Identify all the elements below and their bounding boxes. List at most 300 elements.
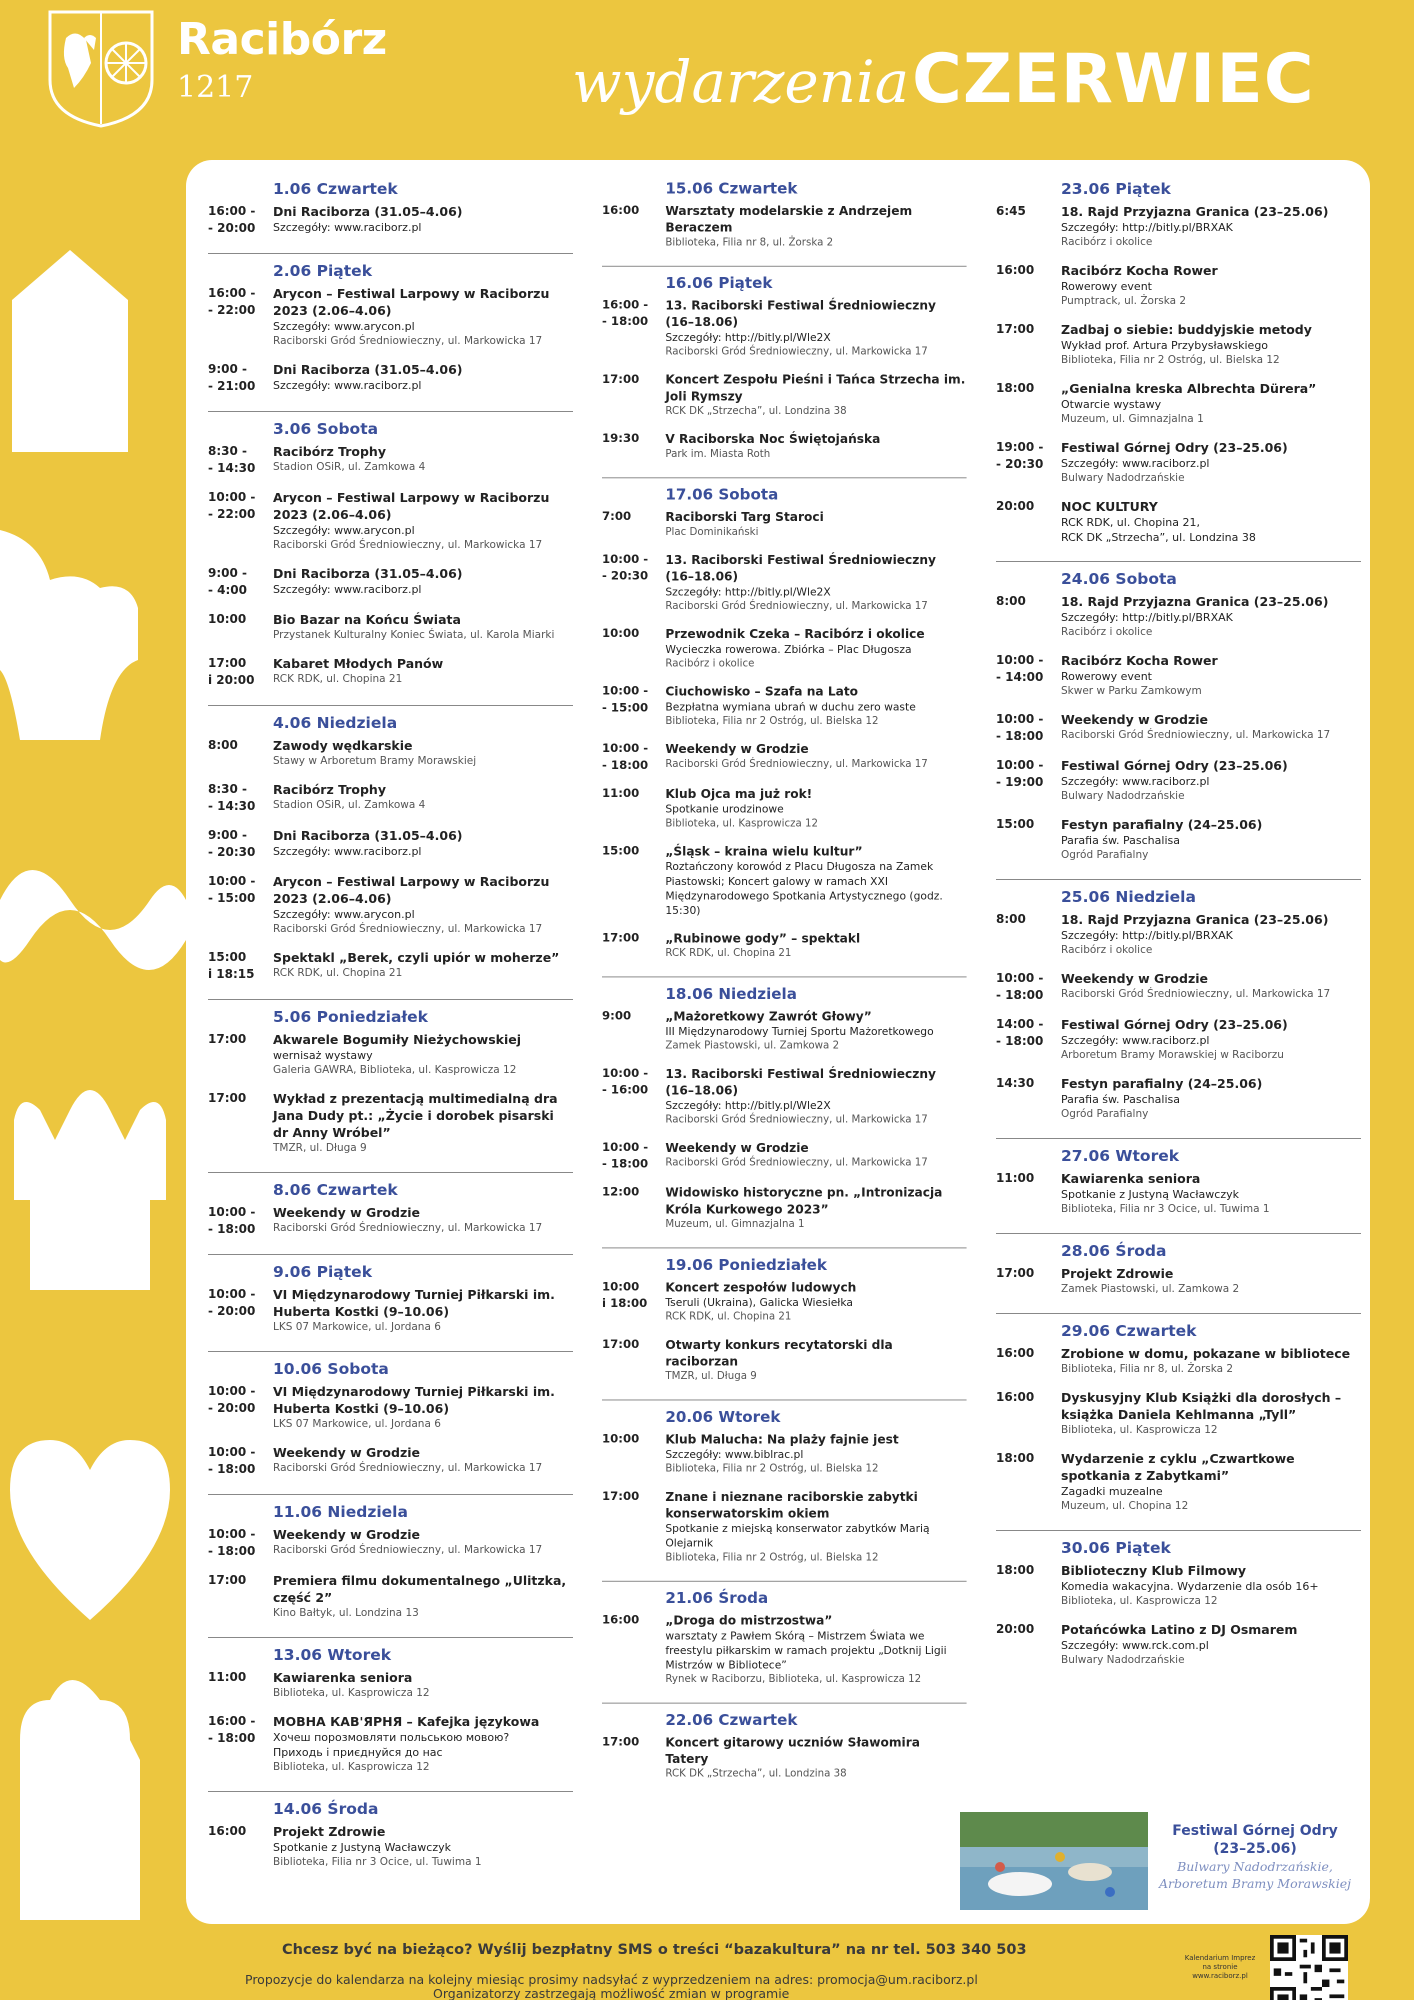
- event-title: Kabaret Młodych Panów: [273, 656, 444, 671]
- event-location: Racibórz i okolice: [665, 657, 755, 670]
- event-body: [1061, 498, 1361, 545]
- festival-photo: [960, 1812, 1148, 1910]
- event-title: Dni Raciborza (31.05–4.06): [273, 362, 463, 377]
- event-location: Bulwary Nadodrzańskie: [1061, 472, 1185, 484]
- event-title: „Genialna kreska Albrechta Dürera”: [1061, 381, 1317, 396]
- day-heading: 11.06 Niedziela: [273, 1503, 408, 1521]
- event-title: Arycon – Festiwal Larpowy w Raciborzu 2023 (2.06–4.06): [273, 874, 550, 906]
- event-body: [1061, 262, 1361, 309]
- event-time: 17:00: [996, 322, 1035, 336]
- event-title: VI Międzynarodowy Turniej Piłkarski im. Huberta Kostki (9–10.06): [273, 1384, 555, 1416]
- event-title: Kawiarenka seniora: [1061, 1171, 1201, 1186]
- day-section: [602, 486, 967, 977]
- event-row: [602, 551, 967, 613]
- event-time: 10:00 - - 14:00: [996, 653, 1044, 684]
- event-body: [1061, 1389, 1361, 1438]
- event-title: Weekendy w Grodzie: [1061, 712, 1208, 727]
- event-location: Biblioteka, ul. Kasprowicza 12: [665, 817, 818, 830]
- event-row: [208, 737, 573, 769]
- event-title: Premiera filmu dokumentalnego „Ulitzka, część 2”: [273, 1573, 567, 1605]
- event-time: 16:00 - - 20:00: [208, 204, 256, 235]
- event-location: Muzeum, ul. Gimnazjalna 1: [665, 1218, 805, 1230]
- event-details: RCK RDK, ul. Chopina 21, RCK DK „Strzecha”, ul. Londzina 38: [1061, 516, 1256, 544]
- event-time: 9:00 - - 21:00: [208, 362, 256, 393]
- day-heading: 30.06 Piątek: [1061, 1539, 1171, 1557]
- events-column-2: [602, 180, 967, 1805]
- event-body: [665, 843, 967, 918]
- event-title: Festyn parafialny (24–25.06): [1061, 817, 1263, 832]
- day-heading: 1.06 Czwartek: [273, 180, 398, 198]
- qr-caption: Kalendarium Imprez na stronie www.raciborz.pl: [1184, 1954, 1256, 1980]
- day-section: [602, 985, 967, 1248]
- event-time: 17:00: [602, 930, 640, 945]
- day-heading: 4.06 Niedziela: [273, 714, 398, 732]
- day-section: [208, 1503, 573, 1638]
- event-title: Koncert zespołów ludowych: [665, 1279, 857, 1295]
- event-time: 18:00: [996, 381, 1035, 395]
- event-title: Dyskusyjny Klub Książki dla dorosłych – książka Daniela Kehlmanna „Tyll”: [1061, 1390, 1342, 1422]
- event-row: [996, 593, 1361, 640]
- event-title: Weekendy w Grodzie: [1061, 971, 1208, 986]
- event-title: 13. Raciborski Festiwal Średniowieczny (16–18.06): [665, 297, 936, 330]
- event-title: Racibórz Trophy: [273, 782, 386, 797]
- event-row: [208, 203, 573, 237]
- event-row: [602, 1488, 967, 1565]
- event-body: [273, 1031, 573, 1078]
- event-time: 10:00 - - 18:00: [208, 1445, 256, 1476]
- event-details: Zagadki muzealne: [1061, 1485, 1163, 1498]
- event-body: [665, 1139, 967, 1172]
- event-time: 20:00: [996, 499, 1035, 513]
- event-details: Szczegóły: www.raciborz.pl: [273, 583, 422, 596]
- event-location: Biblioteka, ul. Kasprowicza 12: [1061, 1595, 1218, 1607]
- event-details: wernisaż wystawy: [273, 1049, 373, 1062]
- event-time: 16:00: [208, 1824, 247, 1838]
- event-details: Parafia św. Paschalisa: [1061, 1093, 1180, 1106]
- event-time: 8:00: [208, 738, 238, 752]
- event-location: RCK DK „Strzecha”, ul. Londzina 38: [665, 405, 847, 417]
- brand-year: 1217: [177, 70, 254, 105]
- event-row: [996, 816, 1361, 863]
- event-title: 18. Rajd Przyjazna Granica (23–25.06): [1061, 204, 1329, 219]
- event-location: Stadion OSiR, ul. Zamkowa 4: [273, 799, 426, 811]
- event-body: [273, 949, 573, 983]
- event-row: [996, 1562, 1361, 1609]
- event-details: Spotkanie urodzinowe: [665, 802, 784, 816]
- event-location: Arboretum Bramy Morawskiej w Raciborzu: [1061, 1049, 1284, 1061]
- day-section: [208, 420, 573, 706]
- event-body: [665, 1279, 967, 1325]
- event-location: Racibórz i okolice: [1061, 626, 1153, 638]
- event-title: Bio Bazar na Końcu Świata: [273, 612, 461, 627]
- day-heading: 15.06 Czwartek: [665, 180, 798, 198]
- event-body: [273, 1669, 573, 1701]
- event-time: 10:00 i 18:00: [602, 1279, 648, 1310]
- event-body: [273, 781, 573, 815]
- event-details: Szczegóły: http://bitly.pl/Wle2X: [665, 585, 831, 599]
- event-title: V Raciborska Noc Świętojańska: [665, 431, 881, 447]
- event-location: Raciborski Gród Średniowieczny, ul. Markowicka 17: [273, 1462, 543, 1474]
- event-body: [1061, 1265, 1361, 1297]
- event-row: [602, 785, 967, 831]
- event-row: [208, 1713, 573, 1775]
- event-location: Biblioteka, Filia nr 8, ul. Żorska 2: [1061, 1363, 1234, 1375]
- event-body: [273, 1444, 573, 1478]
- event-title: Racibórz Kocha Rower: [1061, 263, 1218, 278]
- event-row: [602, 509, 967, 540]
- events-column-1: [208, 180, 573, 1894]
- event-time: 17:00: [208, 1573, 247, 1587]
- event-time: 8:30 - - 14:30: [208, 782, 256, 813]
- event-row: [602, 625, 967, 671]
- event-title: Potańcówka Latino z DJ Osmarem: [1061, 1622, 1298, 1637]
- event-title: Weekendy w Grodzie: [665, 741, 809, 757]
- event-location: Bulwary Nadodrzańskie: [1061, 1654, 1185, 1666]
- day-heading: 21.06 Środa: [665, 1589, 769, 1608]
- event-title: Biblioteczny Klub Filmowy: [1061, 1563, 1247, 1578]
- day-heading: 17.06 Sobota: [665, 486, 779, 504]
- event-details: Szczegóły: www.raciborz.pl: [273, 221, 422, 234]
- day-heading: 27.06 Wtorek: [1061, 1147, 1180, 1165]
- event-body: [273, 737, 573, 769]
- event-location: Raciborski Gród Średniowieczny, ul. Markowicka 17: [273, 1222, 543, 1234]
- event-body: [665, 683, 967, 729]
- event-title: Akwarele Bogumiły Nieżychowskiej: [273, 1032, 522, 1047]
- event-details: Szczegóły: http://bitly.pl/BRXAK: [1061, 929, 1233, 942]
- event-body: [665, 1184, 967, 1232]
- event-details: warsztaty z Pawłem Skórą – Mistrzem Świata we freestylu piłkarskim w ramach projektu „Dotknij Ligii Mistrzów w Bibliotece”: [665, 1629, 947, 1672]
- day-heading: 5.06 Poniedziałek: [273, 1008, 428, 1026]
- event-title: 13. Raciborski Festiwal Średniowieczny (16–18.06): [665, 552, 936, 584]
- event-title: Festiwal Górnej Odry (23–25.06): [1061, 758, 1288, 773]
- event-body: [665, 785, 967, 831]
- event-time: 11:00: [996, 1171, 1035, 1185]
- event-time: 16:00: [996, 1390, 1035, 1404]
- event-time: 8:00: [996, 594, 1026, 608]
- event-title: Raciborski Targ Staroci: [665, 509, 824, 525]
- event-row: [996, 321, 1361, 368]
- event-body: [665, 1734, 967, 1782]
- event-time: 16:00: [602, 1612, 640, 1627]
- event-title: Warsztaty modelarskie z Andrzejem Beraczem: [665, 203, 913, 235]
- event-location: Plac Dominikański: [665, 526, 759, 538]
- event-location: Raciborski Gród Średniowieczny, ul. Markowicka 17: [665, 345, 928, 358]
- event-details: Szczegóły: www.arycon.pl: [273, 524, 415, 537]
- event-time: 19:00 - - 20:30: [996, 440, 1044, 471]
- event-body: [665, 371, 967, 419]
- event-row: [208, 781, 573, 815]
- event-row: [208, 285, 573, 349]
- event-time: 14:00 - - 18:00: [996, 1017, 1044, 1048]
- event-body: [273, 1823, 573, 1870]
- event-time: 7:00: [602, 509, 632, 524]
- event-title: 13. Raciborski Festiwal Średniowieczny (16–18.06): [665, 1066, 936, 1098]
- event-details: Szczegóły: www.raciborz.pl: [1061, 457, 1210, 470]
- day-heading: 3.06 Sobota: [273, 420, 379, 438]
- event-title: Racibórz Kocha Rower: [1061, 653, 1218, 668]
- day-section: [208, 180, 573, 254]
- event-location: Raciborski Gród Średniowieczny, ul. Markowicka 17: [665, 1113, 928, 1126]
- event-body: [273, 1383, 573, 1432]
- event-row: [996, 757, 1361, 804]
- event-title: Weekendy w Grodzie: [273, 1527, 420, 1542]
- event-title: Racibórz Trophy: [273, 444, 386, 459]
- event-row: [996, 652, 1361, 699]
- event-title: Weekendy w Grodzie: [273, 1205, 420, 1220]
- event-body: [273, 489, 573, 553]
- day-heading: 28.06 Środa: [1061, 1242, 1167, 1260]
- day-section: [996, 180, 1361, 562]
- event-time: 10:00 - - 18:00: [208, 1527, 256, 1558]
- event-row: [996, 911, 1361, 958]
- event-location: Stawy w Arboretum Bramy Morawskiej: [273, 755, 477, 767]
- event-time: 16:00: [996, 1346, 1035, 1360]
- day-heading: 2.06 Piątek: [273, 262, 373, 280]
- event-title: Festiwal Górnej Odry (23–25.06): [1061, 1017, 1288, 1032]
- event-location: RCK RDK, ul. Chopina 21: [665, 1310, 792, 1323]
- event-title: Weekendy w Grodzie: [273, 1445, 420, 1460]
- event-details: III Międzynarodowy Turniej Sportu Mażoretkowego: [665, 1025, 934, 1038]
- day-section: [208, 1181, 573, 1255]
- event-row: [602, 1336, 967, 1384]
- event-location: Muzeum, ul. Chopina 12: [1061, 1500, 1189, 1512]
- day-section: [996, 1539, 1361, 1684]
- event-location: Kino Bałtyk, ul. Londzina 13: [273, 1607, 419, 1619]
- event-time: 10:00: [602, 626, 640, 641]
- event-body: [665, 930, 967, 961]
- day-section: [602, 1711, 967, 1797]
- event-row: [996, 1345, 1361, 1377]
- day-heading: 16.06 Piątek: [665, 274, 773, 293]
- event-row: [996, 262, 1361, 309]
- event-row: [208, 611, 573, 643]
- event-body: [665, 1008, 967, 1054]
- event-body: [665, 741, 967, 774]
- day-heading: 14.06 Środa: [273, 1800, 379, 1818]
- event-details: Wykład prof. Artura Przybysławskiego: [1061, 339, 1269, 352]
- event-body: [1061, 593, 1361, 640]
- event-title: Weekendy w Grodzie: [665, 1140, 809, 1155]
- event-location: Rynek w Raciborzu, Biblioteka, ul. Kasprowicza 12: [665, 1673, 922, 1686]
- event-details: Rowerowy event: [1061, 670, 1152, 683]
- event-row: [208, 655, 573, 689]
- day-heading: 9.06 Piątek: [273, 1263, 373, 1281]
- event-time: 11:00: [602, 786, 640, 800]
- event-body: [273, 565, 573, 599]
- event-body: [665, 1488, 967, 1565]
- event-title: Zrobione w domu, pokazane w bibliotece: [1061, 1346, 1351, 1361]
- event-body: [665, 297, 967, 359]
- event-time: 10:00 - - 19:00: [996, 758, 1044, 789]
- event-time: 10:00 - - 16:00: [602, 1066, 649, 1097]
- event-row: [996, 1170, 1361, 1217]
- event-time: 10:00 - - 15:00: [602, 683, 649, 715]
- event-location: Biblioteka, Filia nr 2 Ostróg, ul. Bielska 12: [665, 1551, 879, 1564]
- event-time: 17:00: [602, 1489, 640, 1503]
- event-body: [1061, 1450, 1361, 1514]
- event-time: 10:00 - - 18:00: [602, 741, 649, 772]
- event-time: 17:00: [602, 1734, 640, 1749]
- event-location: Ogród Parafialny: [1061, 849, 1149, 861]
- event-body: [1061, 1562, 1361, 1609]
- event-title: Przewodnik Czeka – Racibórz i okolice: [665, 626, 925, 642]
- event-row: [602, 371, 967, 419]
- event-location: Biblioteka, Filia nr 2 Ostróg, ul. Bielska 12: [665, 1462, 879, 1475]
- event-time: 8:30 - - 14:30: [208, 444, 256, 475]
- event-location: Zamek Piastowski, ul. Zamkowa 2: [665, 1039, 840, 1052]
- event-row: [208, 949, 573, 983]
- event-body: [273, 1286, 573, 1335]
- event-details: Szczegóły: www.raciborz.pl: [273, 379, 422, 392]
- event-location: Przystanek Kulturalny Koniec Świata, ul. Karola Miarki: [273, 629, 555, 641]
- event-title: Wykład z prezentacją multimedialną dra Jana Dudy pt.: „Życie i dorobek pisarski dr Anny Wróbel”: [273, 1091, 558, 1140]
- event-body: [1061, 321, 1361, 368]
- event-location: Stadion OSiR, ul. Zamkowa 4: [273, 461, 426, 473]
- event-time: 10:00 - - 20:30: [602, 552, 649, 583]
- event-time: 16:00: [996, 263, 1035, 277]
- event-row: [602, 431, 967, 462]
- day-heading: 19.06 Poniedziałek: [665, 1256, 827, 1274]
- event-title: Projekt Zdrowie: [1061, 1266, 1174, 1281]
- event-time: 16:00 - - 22:00: [208, 286, 256, 317]
- event-title: Dni Raciborza (31.05–4.06): [273, 204, 463, 219]
- event-details: Szczegóły: www.arycon.pl: [273, 320, 415, 333]
- brand-name: Racibórz: [177, 14, 387, 65]
- event-row: [208, 1090, 573, 1156]
- event-body: [1061, 439, 1361, 486]
- event-row: [208, 1204, 573, 1238]
- event-title: Koncert gitarowy uczniów Sławomira Tatery: [665, 1734, 920, 1767]
- day-section: [208, 1646, 573, 1792]
- event-row: [208, 827, 573, 861]
- decorative-shapes: [0, 240, 190, 1940]
- event-row: [602, 1139, 967, 1172]
- event-location: Muzeum, ul. Gimnazjalna 1: [1061, 413, 1204, 425]
- day-section: [208, 262, 573, 412]
- event-body: [1061, 1170, 1361, 1217]
- event-row: [208, 1823, 573, 1870]
- event-title: Znane i nieznane raciborskie zabytki konserwatorskim okiem: [665, 1489, 918, 1521]
- event-row: [602, 202, 967, 250]
- day-heading: 8.06 Czwartek: [273, 1181, 398, 1199]
- event-location: RCK DK „Strzecha”, ul. Londzina 38: [665, 1767, 847, 1780]
- event-row: [996, 1075, 1361, 1122]
- event-details: Szczegóły: www.raciborz.pl: [273, 845, 422, 858]
- event-body: [273, 827, 573, 861]
- event-location: Raciborski Gród Średniowieczny, ul. Markowicka 17: [665, 1156, 928, 1169]
- day-section: [208, 1008, 573, 1173]
- event-title: Dni Raciborza (31.05–4.06): [273, 566, 463, 581]
- event-title: Zadbaj o siebie: buddyjskie metody: [1061, 322, 1312, 337]
- event-details: Szczegóły: http://bitly.pl/Wle2X: [665, 1099, 831, 1112]
- event-details: Komedia wakacyjna. Wydarzenie dla osób 16+: [1061, 1580, 1319, 1593]
- event-row: [208, 489, 573, 553]
- event-location: Biblioteka, Filia nr 2 Ostróg, ul. Bielska 12: [1061, 354, 1280, 366]
- event-location: Biblioteka, Filia nr 3 Ocice, ul. Tuwima 1: [273, 1856, 482, 1868]
- day-heading: 18.06 Niedziela: [665, 985, 797, 1003]
- event-location: Biblioteka, Filia nr 2 Ostróg, ul. Bielska 12: [665, 715, 879, 727]
- event-time: 11:00: [208, 1670, 247, 1684]
- event-row: [208, 443, 573, 477]
- event-body: [1061, 911, 1361, 958]
- event-title: Dni Raciborza (31.05–4.06): [273, 828, 463, 843]
- day-section: [208, 1360, 573, 1495]
- event-title: Zawody wędkarskie: [273, 738, 413, 753]
- event-title: Wydarzenie z cyklu „Czwartkowe spotkania z Zabytkami”: [1061, 1451, 1295, 1483]
- event-time: 16:00 - - 18:00: [208, 1714, 256, 1745]
- event-row: [602, 930, 967, 961]
- promo-title: Festiwal Górnej Odry (23–25.06): [1172, 1823, 1338, 1857]
- event-details: Szczegóły: http://bitly.pl/BRXAK: [1061, 611, 1233, 624]
- event-location: Raciborski Gród Średniowieczny, ul. Markowicka 17: [273, 539, 543, 551]
- event-row: [996, 203, 1361, 250]
- qr-code-icon[interactable]: [1270, 1935, 1348, 2000]
- event-row: [208, 1383, 573, 1432]
- event-row: [208, 873, 573, 937]
- event-body: [665, 1336, 967, 1384]
- event-title: Spektakl „Berek, czyli upiór w moherze”: [273, 950, 560, 965]
- event-details: Spotkanie z Justyną Wacławczyk: [1061, 1188, 1239, 1201]
- event-body: [273, 1090, 573, 1156]
- event-body: [1061, 380, 1361, 427]
- event-time: 18:00: [996, 1563, 1035, 1577]
- event-details: Roztańczony korowód z Placu Długosza na Zamek Piastowski; Koncert galowy w ramach XXI Międzynarodowego Spotkania Artystycznego (godz. 15:30): [665, 860, 943, 917]
- event-body: [1061, 1075, 1361, 1122]
- event-row: [208, 1526, 573, 1560]
- event-time: 9:00: [602, 1008, 632, 1023]
- event-time: 20:00: [996, 1622, 1035, 1636]
- day-section: [208, 1263, 573, 1352]
- event-location: Biblioteka, Filia nr 8, ul. Żorska 2: [665, 236, 834, 249]
- event-location: Bulwary Nadodrzańskie: [1061, 790, 1185, 802]
- event-title: Arycon – Festiwal Larpowy w Raciborzu 2023 (2.06–4.06): [273, 490, 550, 522]
- day-section: [996, 888, 1361, 1139]
- event-title: Arycon – Festiwal Larpowy w Raciborzu 2023 (2.06–4.06): [273, 286, 550, 318]
- event-details: Parafia św. Paschalisa: [1061, 834, 1180, 847]
- header-script: wydarzenia: [572, 48, 910, 116]
- event-row: [996, 1621, 1361, 1668]
- event-row: [208, 1286, 573, 1335]
- event-body: [1061, 711, 1361, 745]
- event-location: TMZR, ul. Długa 9: [665, 1370, 757, 1382]
- event-body: [665, 1612, 967, 1687]
- day-heading: 13.06 Wtorek: [273, 1646, 392, 1664]
- event-time: 6:45: [996, 204, 1026, 218]
- event-details: Szczegóły: www.biblrac.pl: [665, 1448, 804, 1461]
- event-time: 15:00: [602, 843, 640, 858]
- event-location: RCK RDK, ul. Chopina 21: [273, 673, 403, 685]
- day-section: [208, 1800, 573, 1886]
- event-location: Skwer w Parku Zamkowym: [1061, 685, 1202, 697]
- event-time: 17:00: [208, 1091, 247, 1105]
- event-location: Zamek Piastowski, ul. Zamkowa 2: [1061, 1283, 1240, 1295]
- event-row: [602, 297, 967, 359]
- event-body: [273, 611, 573, 643]
- event-time: 10:00 - - 22:00: [208, 490, 256, 521]
- event-location: Biblioteka, ul. Kasprowicza 12: [1061, 1424, 1218, 1436]
- event-body: [273, 285, 573, 349]
- event-row: [602, 843, 967, 918]
- event-row: [996, 970, 1361, 1004]
- event-time: 17:00: [996, 1266, 1035, 1280]
- event-details: Szczegóły: http://bitly.pl/BRXAK: [1061, 221, 1233, 234]
- event-row: [208, 1444, 573, 1478]
- event-location: Raciborski Gród Średniowieczny, ul. Markowicka 17: [273, 1544, 543, 1556]
- event-location: Biblioteka, ul. Kasprowicza 12: [273, 1761, 430, 1773]
- event-row: [996, 1016, 1361, 1063]
- event-location: Galeria GAWRA, Biblioteka, ul. Kasprowicza 12: [273, 1064, 517, 1076]
- event-title: VI Międzynarodowy Turniej Piłkarski im. Huberta Kostki (9–10.06): [273, 1287, 555, 1319]
